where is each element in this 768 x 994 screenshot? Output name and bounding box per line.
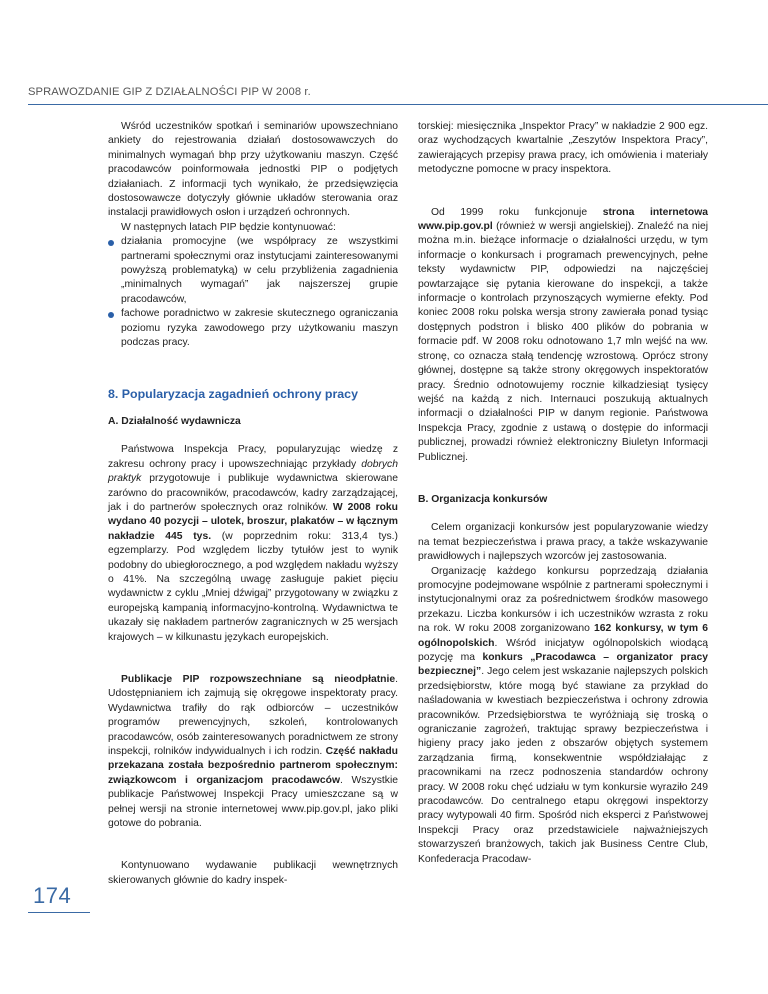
bullet-icon	[108, 312, 114, 318]
paragraph-inspektor-pracy: torskiej: miesięcznika „Inspektor Pracy” w nakładzie 2 900 egz. oraz wychodzących kwartalnie „Zeszytów Inspektora Pracy”, zawierających przepisy prawa pracy, ich omówienia i materiały metodyczne pomocne w pracy inspektora.	[418, 121, 708, 176]
text-run-bold: 162 konkursy, w tym 6 ogólnopolskich	[418, 623, 709, 649]
paragraph-publikacje-wewnetrzne: Kontynuowano wydawanie publikacji wewnętrznych skierowanych głównie do kadry inspek-	[108, 860, 398, 886]
text-run-bold: W 2008 roku wydano 40 pozycji – ulotek, broszur, plakatów – w łącznym nakładzie 445 tys.	[108, 501, 398, 542]
subsection-title-a: A. Działalność wydawnicza	[108, 415, 241, 427]
text-run: przygotowuje i publikuje wydawnictwa skierowane zarówno do pracowników, pracodawców, kadry zarządzającej, jak i do partnerów społecznych oraz rolników.	[108, 473, 398, 513]
running-header: SPRAWOZDANIE GIP Z DZIAŁALNOŚCI PIP W 2008 r.	[28, 86, 311, 98]
bullet-list	[108, 235, 398, 350]
text-run: Od 1999 roku funkcjonuje	[431, 206, 603, 218]
paragraph-publikacje	[108, 673, 398, 831]
text-run: (również w wersji angielskiej). Znaleźć na niej można m.in. bieżące informacje o działalności urzędu, w tym informacje o konkursach i programach prewencyjnych, pełne teksty wydawnictw PIP, odpowiedzi na najczęściej powtarzające się pytania kierowane do inspekcji, a także informacje o kontrolach przynoszących wymierne efekty. Pod koniec 2008 roku polska wersja strony zawierała ponad tysiąc dostępnych podstron i blisko 400 plików do pobrania w formacie pdf. W 2008 roku odnotowano 1,7 mln wejść na ww. stronę, co oznacza stałą tendencję wzrostową. Oprócz strony głównej, dostępne są także strony okręgowych inspektoratów pracy. Średnio odnotowujemy rocznie kilkadziesiąt tysięcy wejść na każdą z nich. Internauci poszukują aktualnych informacji o działalności PIP w danym regionie. Państwowa Inspekcja Pracy, zgodnie z ustawą o dostępie do informacji publicznej, prowadzi również elektroniczny Biuletyn Informacji Publicznej.	[418, 221, 708, 463]
paragraph-kontynuacja: W następnych latach PIP będzie kontynuować:	[121, 221, 336, 233]
text-run-bold: strona internetowa www.pip.gov.pl	[418, 206, 708, 233]
bullet-item	[121, 307, 398, 350]
text-run: . Wśród inicjatyw ogólnopolskich wiodącą pozycję ma	[418, 637, 708, 663]
text-run: Państwowa Inspekcja Pracy, popularyzując wiedzę z zakresu ochrony pracy i upowszechniając przykłady	[108, 444, 398, 470]
subsection-title-b: B. Organizacja konkursów	[418, 493, 548, 505]
section-title: 8. Popularyzacja zagadnień ochrony pracy	[108, 386, 358, 401]
text-run: . Udostępnianiem ich zajmują się okręgowe inspektoraty pracy. Wydawnictwa trafiły do rąk odbiorców – uczestników programów prewencyjnych, szkoleń, kontrolowanych pracodawców, osób zainteresowanych poradnictwem ze strony inspekcji, rolników indywidualnych i ich rodzin.	[108, 674, 398, 758]
text-run-bold: Część nakładu przekazana została bezpośrednio partnerom społecznym: związkowcom i organizacjom pracodawców	[108, 746, 398, 786]
paragraph-strona-internetowa	[418, 206, 708, 465]
text-run-bold: Publikacje PIP rozpowszechniane są nieodpłatnie	[121, 674, 396, 685]
page-number-rule	[28, 912, 90, 913]
bullet-icon	[108, 240, 114, 246]
bullet-text: działania promocyjne (we współpracy ze wszystkimi partnerami społecznymi oraz instytucjami zainteresowanymi powyższą problematyką) w celu przybliżenia zagadnienia „minimalnych wymagań” jak najszerszej grupie pracodawców,	[121, 236, 398, 305]
text-run: (w poprzednim roku: 313,4 tys.) egzemplarzy. Pod względem liczby tytułów jest to wynik podobny do ubiegłorocznego, a pod względem nakładu wyższy o 41%. Na szczególną uwagę zasługuje pakiet pięciu wydawnictw z cyklu „Mniej dźwigaj” przygotowany w związku z europejską kampanią informacyjno-kontrolną. Wydawnictwa te ukazały się nakładem partnerów zagranicznych w 25 wersjach krajowych – w kilkunastu językach europejskich.	[108, 530, 398, 643]
text-run-italic: dobrych praktyk	[108, 458, 398, 485]
header-rule	[28, 104, 768, 105]
paragraph-wydawnictwa	[108, 443, 398, 645]
paragraph-organizacja	[418, 565, 708, 868]
left-column	[108, 120, 398, 888]
text-run-bold: konkurs „Pracodawca – organizator pracy bezpiecznej”	[418, 652, 708, 678]
bullet-item	[121, 235, 398, 307]
paragraph-ankiety: Wśród uczestników spotkań i seminariów upowszechniano ankiety do rejestrowania działań dostosowawczych do minimalnych wymagań bhp przy użytkowaniu maszyn. Część pracodawców poinformowała jednostki PIP o podjętych działaniach. Z informacji tych wynikało, że przedsięwzięcia dostosowawcze dotyczyły głównie układów sterowania oraz instalacji prawidłowych osłon i urządzeń ochronnych.	[108, 121, 398, 219]
text-run: . Wszystkie publikacje Państwowej Inspekcji Pracy umieszczane są w pełnej wersji na stronie internetowej www.pip.gov.pl, jako pliki gotowe do pobrania.	[108, 774, 398, 830]
page-number: 174	[33, 883, 72, 908]
text-run: . Jego celem jest wskazanie najlepszych polskich przedsiębiorstw, które mogą być stawiane za przykład do naśladowania w kwestiach bezpieczeństwa i ochrony zdrowia pracowników. Przedsiębiorstwa te wyróżniają się troską o ograniczanie zagrożeń, traktując sprawy bezpieczeństwa i higieny pracy jako jeden z obszarów objętych systemem zarządzania firmą, konsekwentnie współdziałając z pracownikami na rzecz podnoszenia standardów ochrony pracy. W 2008 roku chęć udziału w tym konkursie wyraziło 249 pracodawców. Do centralnego etapu okręgowi inspektorzy pracy wytypowali 40 firm. Spośród nich eksperci z Państwowej Inspekcji Pracy oraz przedstawiciele najważniejszych stowarzyszeń branżowych, takich jak Business Centre Club, Konfederacja Pracodaw-	[418, 666, 708, 865]
bullet-text: fachowe poradnictwo w zakresie skutecznego ograniczania poziomu ryzyka zawodowego przy użytkowaniu maszyn podczas pracy.	[121, 308, 398, 349]
text-run: Organizację każdego konkursu poprzedzają działania promocyjne podejmowane wspólnie z partnerami społecznymi i instytucjonalnymi oraz za pośrednictwem środków masowego przekazu. Liczba konkursów i ich uczestników wzrasta z roku na rok. W roku 2008 zorganizowano	[418, 565, 708, 635]
paragraph-cel-konkursow: Celem organizacji konkursów jest popularyzowanie wiedzy na temat bezpieczeństwa i prawa pracy, a także wskazywanie prawidłowych i najlepszych wzorców jej zastosowania.	[418, 522, 708, 563]
right-column	[418, 120, 708, 867]
